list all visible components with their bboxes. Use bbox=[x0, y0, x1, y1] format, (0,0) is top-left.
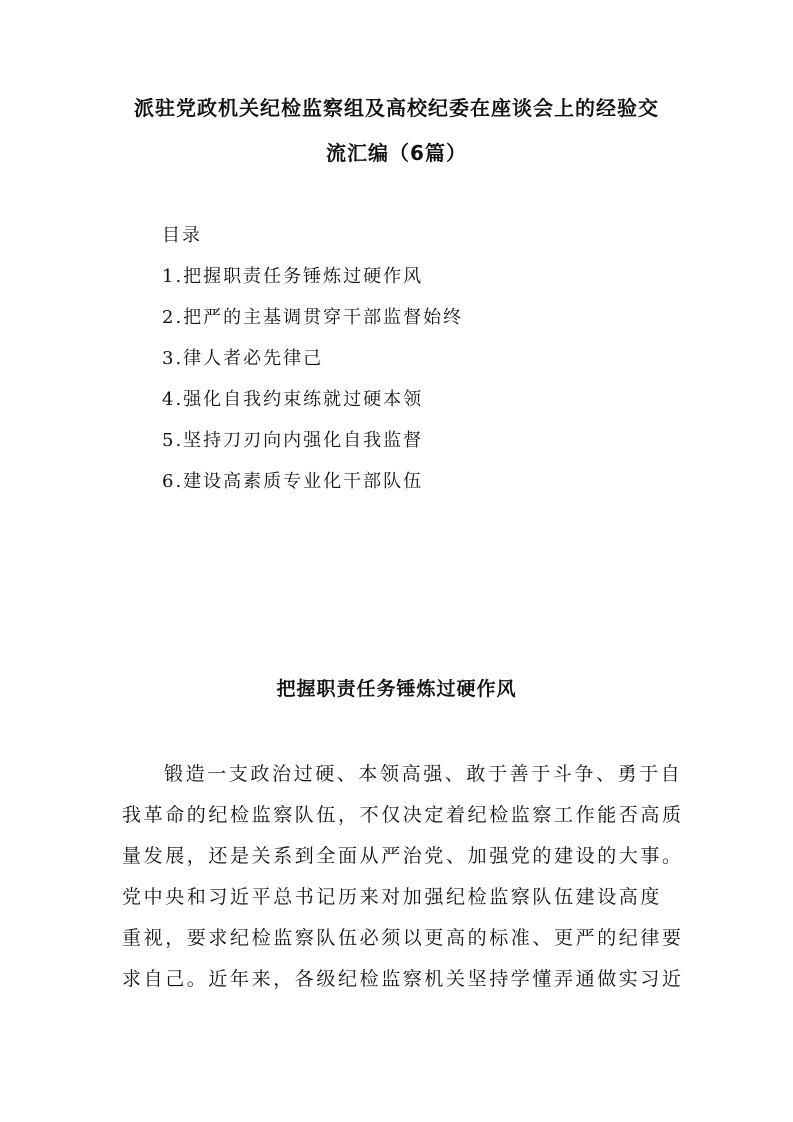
paragraph-line: 量发展，还是关系到全面从严治党、加强党的建设的大事。 bbox=[122, 845, 684, 867]
paragraph-line: 锻造一支政治过硬、本领高强、敢于善于斗争、勇于自 bbox=[164, 763, 683, 785]
toc-item: 4.强化自我约束练就过硬本领 bbox=[162, 389, 424, 410]
toc-item: 5.坚持刀刃向内强化自我监督 bbox=[162, 430, 424, 451]
toc-item: 3.律人者必先律己 bbox=[162, 348, 324, 369]
paragraph-line: 重视，要求纪检监察队伍必须以更高的标准、更严的纪律要 bbox=[122, 927, 684, 949]
toc-heading: 目录 bbox=[162, 225, 202, 246]
paragraph-line: 我革命的纪检监察队伍，不仅决定着纪检监察工作能否高质 bbox=[122, 804, 684, 826]
table-of-contents bbox=[162, 222, 463, 509]
document-title-line-2: 流汇编（6篇） bbox=[326, 141, 467, 165]
toc-item: 2.把严的主基调贯穿干部监督始终 bbox=[162, 307, 464, 328]
document-title-line-1: 派驻党政机关纪检监察组及高校纪委在座谈会上的经验交 bbox=[134, 96, 659, 120]
toc-item: 1.把握职责任务锤炼过硬作风 bbox=[162, 266, 424, 287]
section-title: 把握职责任务锤炼过硬作风 bbox=[276, 678, 517, 700]
body-paragraph bbox=[122, 760, 688, 1006]
paragraph-line: 党中央和习近平总书记历来对加强纪检监察队伍建设高度 bbox=[122, 886, 663, 908]
paragraph-line: 求自己。近年来，各级纪检监察机关坚持学懂弄通做实习近 bbox=[122, 968, 684, 990]
toc-item: 6.建设高素质专业化干部队伍 bbox=[162, 471, 424, 492]
